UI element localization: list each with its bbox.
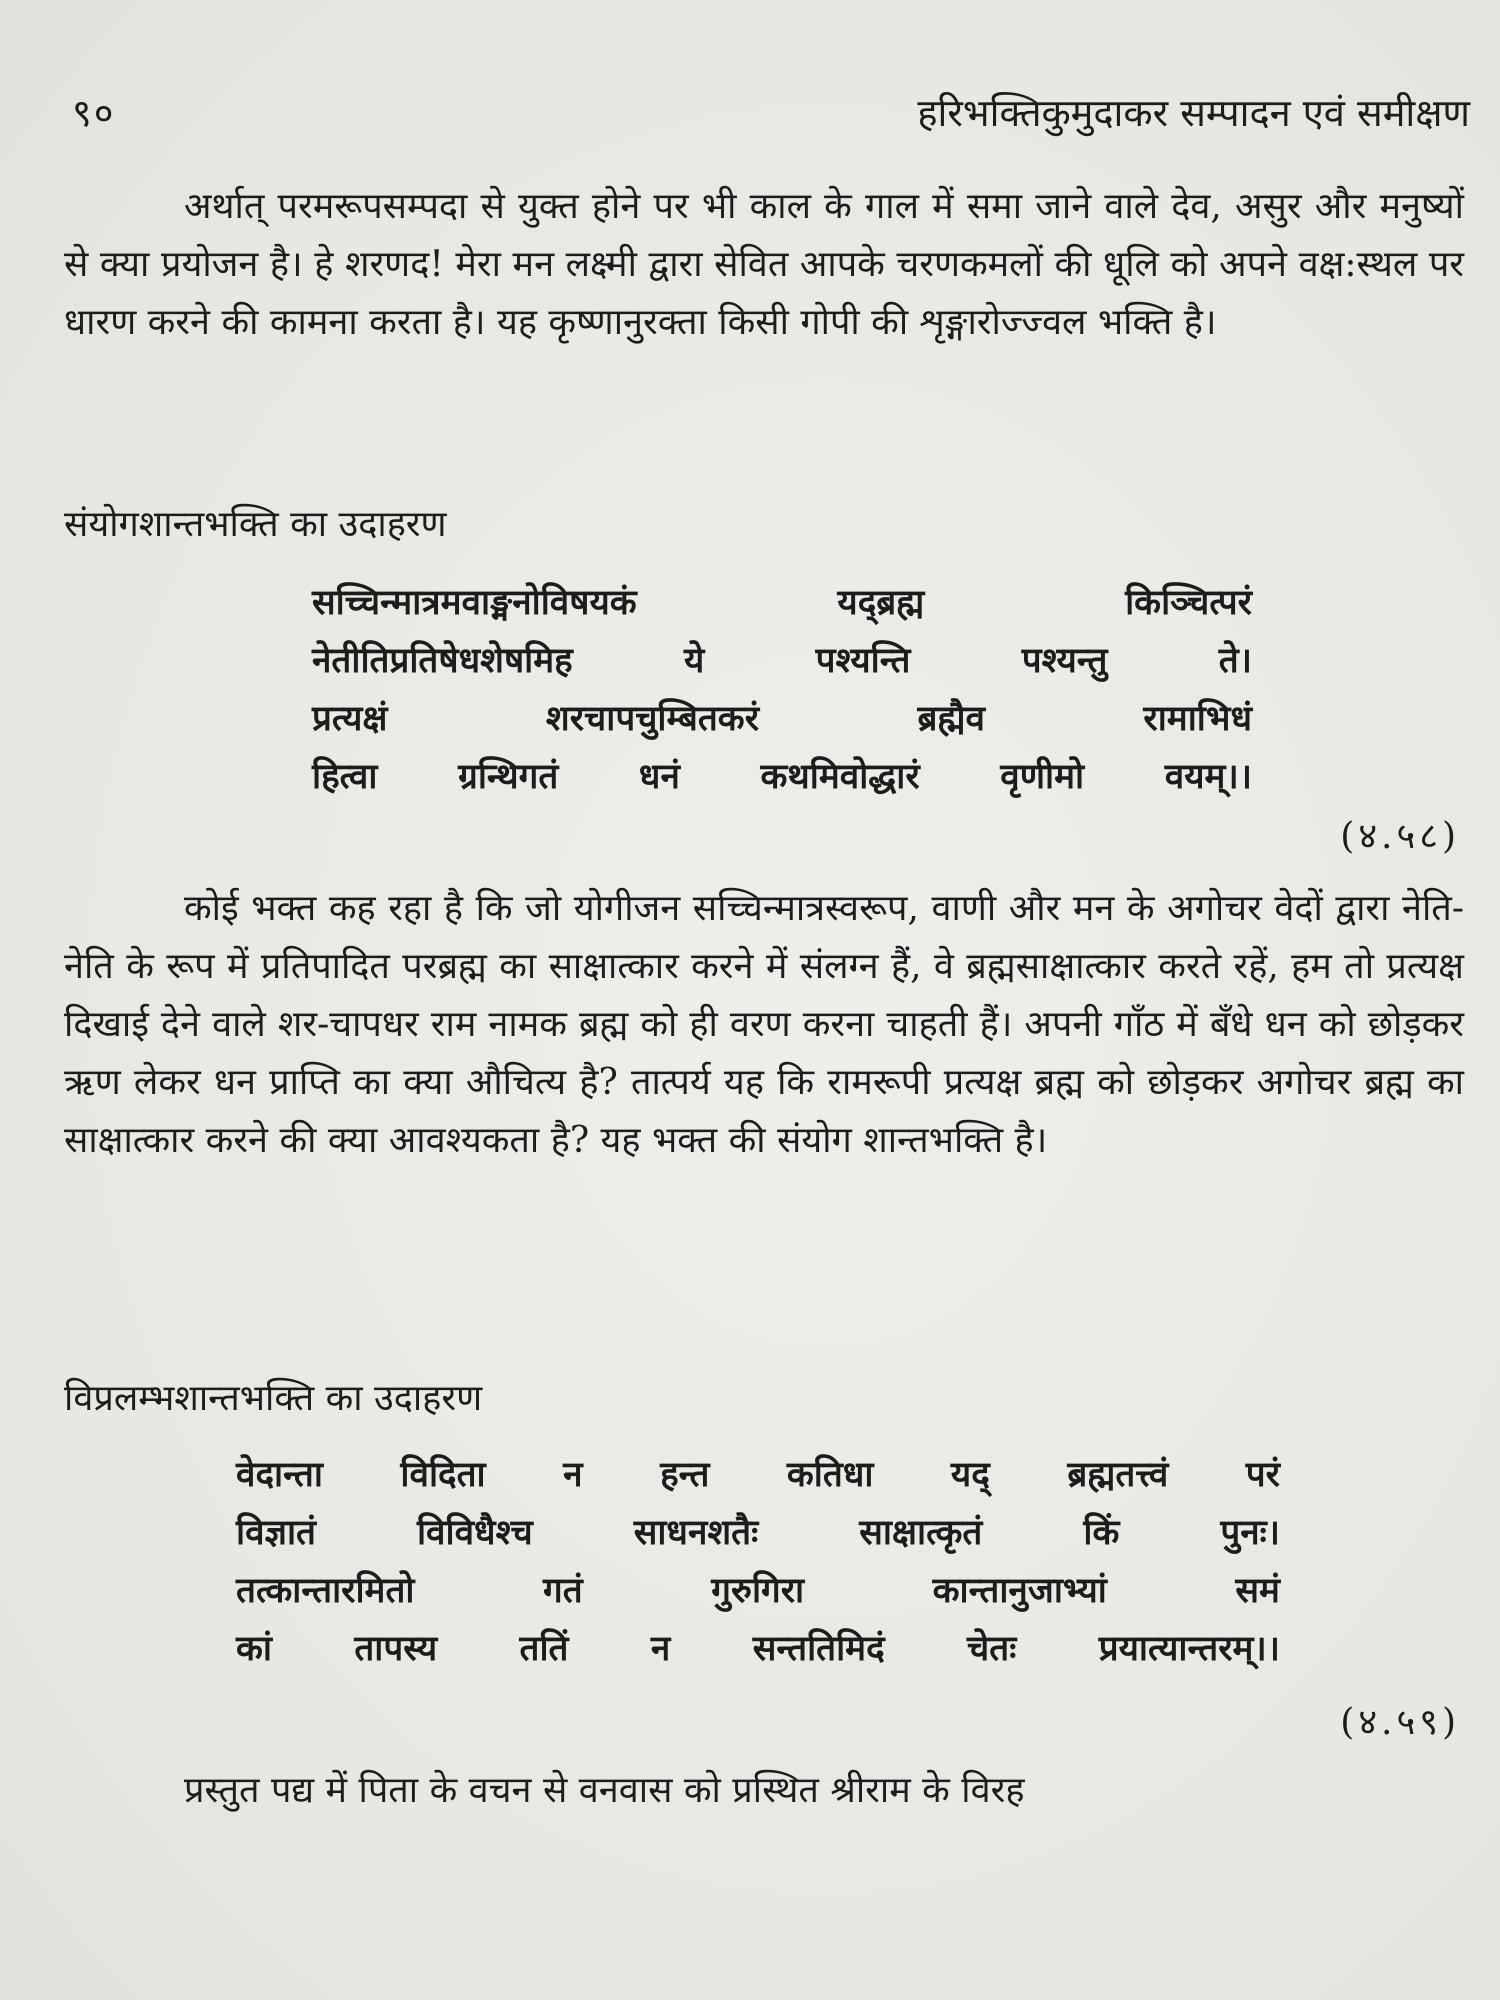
running-title: हरिभक्तिकुमुदाकर सम्पादन एवं समीक्षण	[917, 91, 1470, 135]
verse-line: कां तापस्य ततिं न सन्ततिमिदं चेतः प्रयात्यान्तरम्।।	[236, 1629, 1280, 1669]
verse-line: प्रत्यक्षं शरचापचुम्बितकरं ब्रह्मैव रामाभिधं	[312, 699, 1252, 739]
paragraph-3: प्रस्तुत पद्य में पिता के वचन से वनवास को प्रस्थित श्रीराम के विरह	[184, 1770, 1025, 1811]
verse-line: विज्ञातं विविधैश्च साधनशतैः साक्षात्कृतं किं पुनः।	[236, 1513, 1280, 1553]
verse-number: (४.५९)	[1340, 1702, 1460, 1743]
section-heading-vipralambha: विप्रलम्भशान्तभक्ति का उदाहरण	[64, 1378, 483, 1419]
page-header	[72, 88, 1470, 138]
verse-line: वेदान्ता विदिता न हन्त कतिधा यद् ब्रह्मतत्त्वं परं	[236, 1455, 1280, 1495]
verse-line: नेतीतिप्रतिषेधशेषमिह ये पश्यन्ति पश्यन्तु ते।	[312, 641, 1252, 681]
paragraph-1: अर्थात् परमरूपसम्पदा से युक्त होने पर भी काल के गाल में समा जाने वाले देव, असुर और मनुष्यों से क्या प्रयोजन है। हे शरणद! मेरा मन लक्ष्मी द्वारा सेवित आपके चरणकमलों की धूलि को अपने वक्ष:स्थल पर धारण करने की कामना करता है। यह कृष्णानुरक्ता किसी गोपी की शृङ्गारोज्ज्वल भक्ति है।	[64, 186, 1464, 343]
page-number: ९०	[72, 91, 116, 135]
verse-line: सच्चिन्मात्रमवाङ्मनोविषयकं यद्ब्रह्म किञ्चित्परं	[312, 583, 1252, 623]
paragraph-2: कोई भक्त कह रहा है कि जो योगीजन सच्चिन्मात्रस्वरूप, वाणी और मन के अगोचर वेदों द्वारा नेति-नेति के रूप में प्रतिपादित परब्रह्म का साक्षात्कार करने में संलग्न हैं, वे ब्रह्मसाक्षात्कार करते रहें, हम तो प्रत्यक्ष दिखाई देने वाले शर-चापधर राम नामक ब्रह्म को ही वरण करना चाहती हैं। अपनी गाँठ में बँधे धन को छोड़कर ऋण लेकर धन प्राप्ति का क्या औचित्य है? तात्पर्य यह कि रामरूपी प्रत्यक्ष ब्रह्म को छोड़कर अगोचर ब्रह्म का साक्षात्कार करने की क्या आवश्यकता है? यह भक्त की संयोग शान्तभक्ति है।	[64, 888, 1464, 1161]
verse-line: तत्कान्तारमितो गतं गुरुगिरा कान्तानुजाभ्यां समं	[236, 1571, 1280, 1611]
section-heading-sanyoga: संयोगशान्तभक्ति का उदाहरण	[64, 504, 447, 545]
verse-number: (४.५८)	[1340, 816, 1460, 857]
verse-4-59	[236, 1446, 1280, 1678]
verse-line: हित्वा ग्रन्थिगतं धनं कथमिवोद्धारं वृणीमो वयम्।।	[312, 757, 1252, 797]
verse-4-58	[312, 574, 1252, 806]
